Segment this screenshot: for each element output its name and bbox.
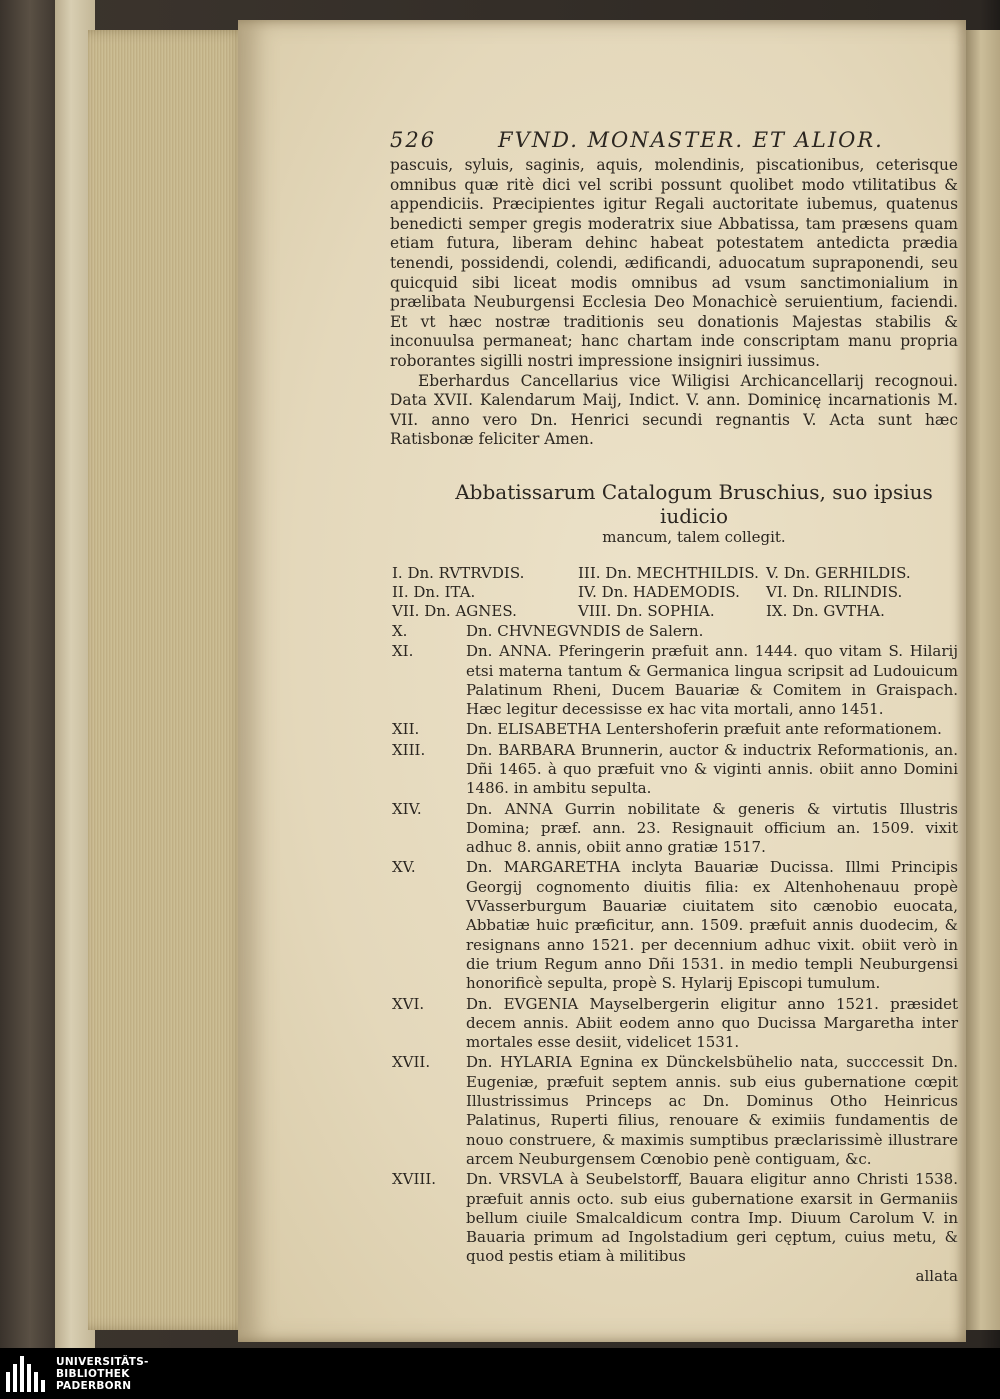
abbess-item: VIII. Dn. SOPHIA.	[578, 601, 715, 620]
entry-number: XVII.	[392, 1053, 431, 1072]
abbess-item: VII. Dn. AGNES.	[392, 601, 517, 620]
entry-number: XI.	[392, 642, 414, 661]
entry-number: XV.	[392, 858, 416, 877]
abbess-item: II. Dn. ITA.	[392, 582, 476, 601]
abbess-item: IX. Dn. GVTHA.	[766, 601, 885, 620]
abbess-entry	[390, 858, 958, 993]
running-title: FVND. MONASTER. ET ALIOR.	[498, 128, 884, 152]
abbess-entry	[390, 642, 958, 719]
entry-number: XVIII.	[392, 1170, 437, 1189]
book-page	[238, 20, 966, 1342]
entry-number: XIV.	[392, 799, 422, 818]
running-header	[390, 128, 958, 152]
abbess-item: III. Dn. MECHTHILDIS.	[578, 563, 759, 582]
entry-text: Dn. EVGENIA Mayselbergerin eligitur anno 1521. præsidet decem annis. Abiit eodem anno quo Ducissa Margaretha inter mortales esse desiit, videlicet 1531.	[466, 994, 958, 1052]
entry-text: Dn. ANNA Gurrin nobilitate & generis & virtutis Illustris Domina; præf. ann. 23. Resignauit officium an. 1509. vixit adhuc 8. annis, obiit anno gratiæ 1517.	[466, 799, 958, 857]
library-name-line3: PADERBORN	[56, 1380, 132, 1392]
entry-number: X.	[392, 621, 408, 640]
abbess-item: V. Dn. GERHILDIS.	[766, 563, 911, 582]
abbess-entry	[390, 622, 958, 641]
abbess-entry	[390, 1053, 958, 1169]
entry-number: XIII.	[392, 740, 426, 759]
library-footer	[0, 1348, 1000, 1399]
library-name-line1: UNIVERSITÄTS-	[56, 1356, 149, 1368]
catchword: allata	[915, 1266, 958, 1285]
page-text	[390, 128, 958, 1286]
entry-number: XVI.	[392, 994, 425, 1013]
abbess-entry	[390, 995, 958, 1053]
entry-text: Dn. VRSVLA à Seubelstorff, Bauara eligitur anno Christi 1538. præfuit annis octo. sub eius gubernatione exarsit in Germaniis bellum ciuile Smalcaldicum contra Imp. Diuum Carolum V. in Bauaria primum ad Ingolstadium geri cęptum, cuius metu, & quod pestis etiam à militibus	[466, 1170, 958, 1266]
library-name-line2: BIBLIOTHEK	[56, 1368, 130, 1380]
library-logo-icon	[6, 1356, 50, 1392]
page-edges	[88, 30, 248, 1330]
entry-text: Dn. ELISABETHA Lentershoferin præfuit ante reformationem.	[466, 720, 942, 739]
abbess-entry	[390, 800, 958, 858]
page-number: 526	[390, 128, 437, 152]
entry-text: Dn. MARGARETHA inclyta Bauariæ Ducissa. Illmi Principis Georgij cognomento diuitis filia: ex Altenhohenauu propè VVasserburgum Bauariæ ciuitatem sito cænobio euocata, Abbatiæ huic præficitur, ann. 1509. præfuit annis duodecim, & resignans anno 1521. per decennium adhuc vixit. obiit verò in die trium Regum anno Dñi 1531. in medio templi Neuburgensi honorificè sepulta, propè S. Hylarij Episcopi tumulum.	[466, 858, 958, 993]
catalog-title: Abbatissarum Catalogum Bruschius, suo ipsius iudicio	[455, 479, 933, 528]
abbess-item: I. Dn. RVTRVDIS.	[392, 563, 525, 582]
entry-text: Dn. HYLARIA Egnina ex Dünckelsbühelio nata, succcessit Dn. Eugeniæ, præfuit septem annis. sub eius gubernatione cœpit Illustrissimus Princeps ac Dn. Dominus Otho Heinricus Palatinus, Ruperti filius, renouare & eximiis fundamentis de nouo construere, & maximis sumptibus præclarissimè illustrare arcem Neuburgensem Cœnobio penè contiguam, &c.	[466, 1053, 958, 1168]
charter-recognition: Eberhardus Cancellarius vice Wiligisi Archicancellarij recognoui. Data XVII. Kalendarum Maij, Indict. V. ann. Dominicę incarnationis M. VII. anno vero Dn. Henrici secundi regnantis V. Acta sunt hæc Ratisbonæ feliciter Amen.	[390, 371, 958, 449]
catalog-subtitle: mancum, talem collegit.	[602, 527, 786, 546]
abbess-entry	[390, 720, 958, 739]
abbess-entry	[390, 741, 958, 799]
entry-text: Dn. BARBARA Brunnerin, auctor & inductrix Reformationis, an. Dñi 1465. à quo præfuit vno & viginti annis. obiit anno Domini 1486. in ambitu sepulta.	[466, 740, 958, 798]
entry-text: Dn. ANNA. Pferingerin præfuit ann. 1444. quo vitam S. Hilarij etsi materna tantum & Germanica lingua scripsit ad Ludouicum Palatinum Rheni, Ducem Bauariæ & Comitem in Graispach. Hæc legitur decessisse ex hac vita mortali, anno 1451.	[466, 642, 958, 719]
library-name	[56, 1356, 149, 1392]
charter-paragraph: pascuis, syluis, saginis, aquis, molendinis, piscationibus, ceterisque omnibus quæ ritè dici vel scribi possunt quolibet modo vtilitatibus & appendiciis. Præcipientes igitur Regali auctoritate iubemus, quatenus benedicti semper gregis moderatrix siue Abbatissa, tam præsens quam etiam futura, liberam dehinc habeat potestatem antedicta prædia tenendi, possidendi, colendi, ædificandi, aduocatum supraponendi, seu quicquid sibi liceat modis omnibus ad vsum sanctimonialium in prælibata Neuburgensi Ecclesia Deo Monachicè seruientium, faciendi. Et vt hæc nostræ traditionis seu donationis Majestas stabilis & inconuulsa permaneat; hanc chartam inde conscriptam manu propria roborantes sigilli nostri impressione insigniri iussimus.	[390, 156, 958, 370]
entry-number: XII.	[392, 720, 420, 739]
abbess-grid	[392, 564, 958, 621]
abbess-item: IV. Dn. HADEMODIS.	[578, 582, 740, 601]
facing-page-edge	[962, 30, 1000, 1330]
abbess-item: VI. Dn. RILINDIS.	[766, 582, 903, 601]
abbess-entry	[390, 1170, 958, 1266]
entry-text: Dn. CHVNEGVNDIS de Salern.	[466, 621, 704, 640]
